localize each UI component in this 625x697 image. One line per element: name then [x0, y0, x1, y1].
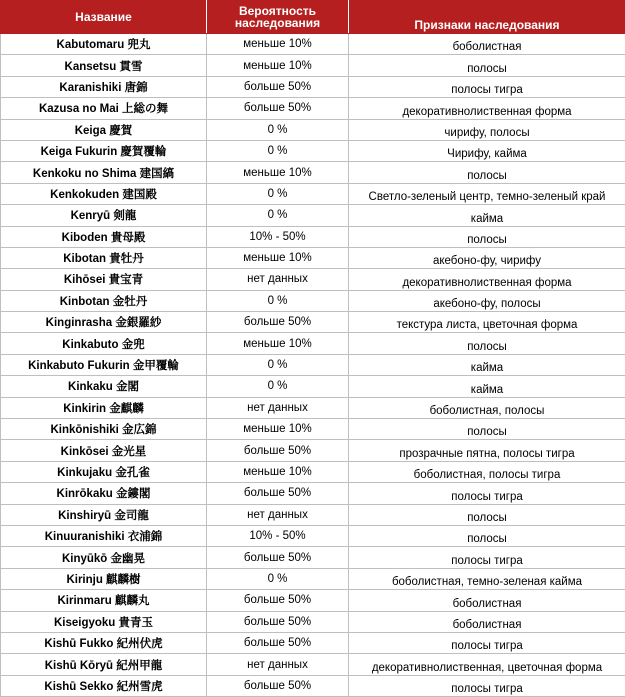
cell-name: Keiga Fukurin 慶賀覆輪	[1, 140, 207, 161]
header-probability: Вероятность наследования	[207, 1, 349, 34]
table-row	[1, 333, 625, 354]
cell-probability: меньше 10%	[207, 55, 349, 76]
cell-name: Kirinju 麒麟樹	[1, 568, 207, 589]
cell-traits: боболистная	[349, 590, 625, 611]
cell-name: Kinshiryū 金司龍	[1, 504, 207, 525]
cell-probability: больше 50%	[207, 590, 349, 611]
table-row	[1, 162, 625, 183]
cell-name: Kinkujaku 金孔雀	[1, 461, 207, 482]
cell-probability: 0 %	[207, 183, 349, 204]
table-row	[1, 525, 625, 546]
table-row	[1, 290, 625, 311]
cell-name: Kishū Sekko 紀州雪虎	[1, 675, 207, 696]
cell-traits: полосы	[349, 525, 625, 546]
cell-probability: меньше 10%	[207, 34, 349, 55]
cell-name: Kenkoku no Shima 建国縞	[1, 162, 207, 183]
cell-name: Kinkabuto Fukurin 金甲覆輪	[1, 354, 207, 375]
table-row	[1, 397, 625, 418]
cell-name: Kiseigyoku 貴青玉	[1, 611, 207, 632]
cell-probability: 0 %	[207, 376, 349, 397]
cell-probability: меньше 10%	[207, 162, 349, 183]
cell-traits: акебоно-фу, полосы	[349, 290, 625, 311]
table-row	[1, 247, 625, 268]
cell-probability: больше 50%	[207, 675, 349, 696]
cell-probability: меньше 10%	[207, 461, 349, 482]
cell-name: Kinkaku 金閣	[1, 376, 207, 397]
table-row	[1, 312, 625, 333]
cell-traits: кайма	[349, 205, 625, 226]
cell-probability: нет данных	[207, 397, 349, 418]
cell-name: Kiboden 貴母殿	[1, 226, 207, 247]
cell-probability: 10% - 50%	[207, 226, 349, 247]
table-row	[1, 419, 625, 440]
cell-name: Kinbotan 金牡丹	[1, 290, 207, 311]
cell-probability: 0 %	[207, 290, 349, 311]
cell-probability: больше 50%	[207, 98, 349, 119]
cell-name: Kinkōnishiki 金広錦	[1, 419, 207, 440]
table-row	[1, 654, 625, 675]
cell-probability: нет данных	[207, 504, 349, 525]
table-row	[1, 590, 625, 611]
cell-probability: больше 50%	[207, 440, 349, 461]
cell-name: Karanishiki 唐錦	[1, 76, 207, 97]
cell-name: Kenryū 剣龍	[1, 205, 207, 226]
table-row	[1, 461, 625, 482]
cell-probability: нет данных	[207, 269, 349, 290]
table-row	[1, 269, 625, 290]
cell-traits: полосы тигра	[349, 76, 625, 97]
cell-name: Kabutomaru 兜丸	[1, 34, 207, 55]
cell-probability: 0 %	[207, 354, 349, 375]
cell-probability: 0 %	[207, 205, 349, 226]
table-row	[1, 205, 625, 226]
table-row	[1, 98, 625, 119]
cell-traits: декоративнолиственная форма	[349, 98, 625, 119]
cell-name: Kinyūkō 金幽晃	[1, 547, 207, 568]
table-row	[1, 76, 625, 97]
cell-traits: прозрачные пятна, полосы тигра	[349, 440, 625, 461]
cell-name: Kinginrasha 金銀羅紗	[1, 312, 207, 333]
cell-name: Keiga 慶賀	[1, 119, 207, 140]
cell-probability: больше 50%	[207, 547, 349, 568]
cell-probability: больше 50%	[207, 611, 349, 632]
cell-traits: полосы	[349, 333, 625, 354]
table-row	[1, 183, 625, 204]
table-row	[1, 226, 625, 247]
cell-probability: больше 50%	[207, 312, 349, 333]
table-row	[1, 119, 625, 140]
table-row	[1, 55, 625, 76]
cell-probability: 0 %	[207, 568, 349, 589]
cell-name: Kinuuranishiki 衣浦錦	[1, 525, 207, 546]
cell-traits: полосы	[349, 419, 625, 440]
table-row	[1, 440, 625, 461]
cell-traits: боболистная	[349, 34, 625, 55]
table-row	[1, 632, 625, 653]
table-row	[1, 354, 625, 375]
cell-traits: полосы	[349, 504, 625, 525]
table-row	[1, 140, 625, 161]
table-row	[1, 376, 625, 397]
table-row	[1, 34, 625, 55]
cell-traits: акебоно-фу, чирифу	[349, 247, 625, 268]
cell-probability: больше 50%	[207, 632, 349, 653]
cell-traits: декоративнолиственная, цветочная форма	[349, 654, 625, 675]
table-body	[1, 34, 625, 697]
header-traits: Признаки наследования	[349, 1, 625, 34]
cell-name: Kishū Kōryū 紀州甲龍	[1, 654, 207, 675]
cell-name: Kansetsu 貫雪	[1, 55, 207, 76]
cell-traits: текстура листа, цветочная форма	[349, 312, 625, 333]
cell-name: Kinkabuto 金兜	[1, 333, 207, 354]
cell-probability: больше 50%	[207, 483, 349, 504]
cell-traits: Чирифу, кайма	[349, 140, 625, 161]
table-row	[1, 611, 625, 632]
cell-traits: боболистная, полосы	[349, 397, 625, 418]
cell-probability: меньше 10%	[207, 247, 349, 268]
cell-name: Kishū Fukko 紀州伏虎	[1, 632, 207, 653]
cell-name: Kinkōsei 金光星	[1, 440, 207, 461]
table-row	[1, 504, 625, 525]
cell-name: Kinkirin 金麒麟	[1, 397, 207, 418]
cell-probability: 0 %	[207, 119, 349, 140]
table-row	[1, 547, 625, 568]
cell-name: Kazusa no Mai 上総の舞	[1, 98, 207, 119]
cell-traits: боболистная	[349, 611, 625, 632]
cell-traits: полосы тигра	[349, 547, 625, 568]
cell-name: Kirinmaru 麒麟丸	[1, 590, 207, 611]
table-row	[1, 483, 625, 504]
cell-probability: 0 %	[207, 140, 349, 161]
cell-traits: боболистная, темно-зеленая кайма	[349, 568, 625, 589]
cell-probability: меньше 10%	[207, 419, 349, 440]
table-header	[1, 1, 625, 34]
cell-traits: полосы	[349, 226, 625, 247]
cell-traits: полосы	[349, 55, 625, 76]
cell-traits: боболистная, полосы тигра	[349, 461, 625, 482]
table-row	[1, 568, 625, 589]
cell-probability: нет данных	[207, 654, 349, 675]
cell-traits: чирифу, полосы	[349, 119, 625, 140]
cell-traits: полосы	[349, 162, 625, 183]
cell-traits: кайма	[349, 376, 625, 397]
cell-traits: полосы тигра	[349, 483, 625, 504]
cell-probability: больше 50%	[207, 76, 349, 97]
cell-traits: декоративнолиственная форма	[349, 269, 625, 290]
cell-probability: 10% - 50%	[207, 525, 349, 546]
cell-name: Kenkokuden 建国殿	[1, 183, 207, 204]
cell-name: Kinrōkaku 金鏤閣	[1, 483, 207, 504]
cell-traits: кайма	[349, 354, 625, 375]
cell-name: Kihōsei 貴宝青	[1, 269, 207, 290]
cell-traits: Светло-зеленый центр, темно-зеленый край	[349, 183, 625, 204]
cell-probability: меньше 10%	[207, 333, 349, 354]
cell-traits: полосы тигра	[349, 632, 625, 653]
cell-traits: полосы тигра	[349, 675, 625, 696]
cell-name: Kibotan 貴牡丹	[1, 247, 207, 268]
header-name: Название	[1, 1, 207, 34]
table-row	[1, 675, 625, 696]
